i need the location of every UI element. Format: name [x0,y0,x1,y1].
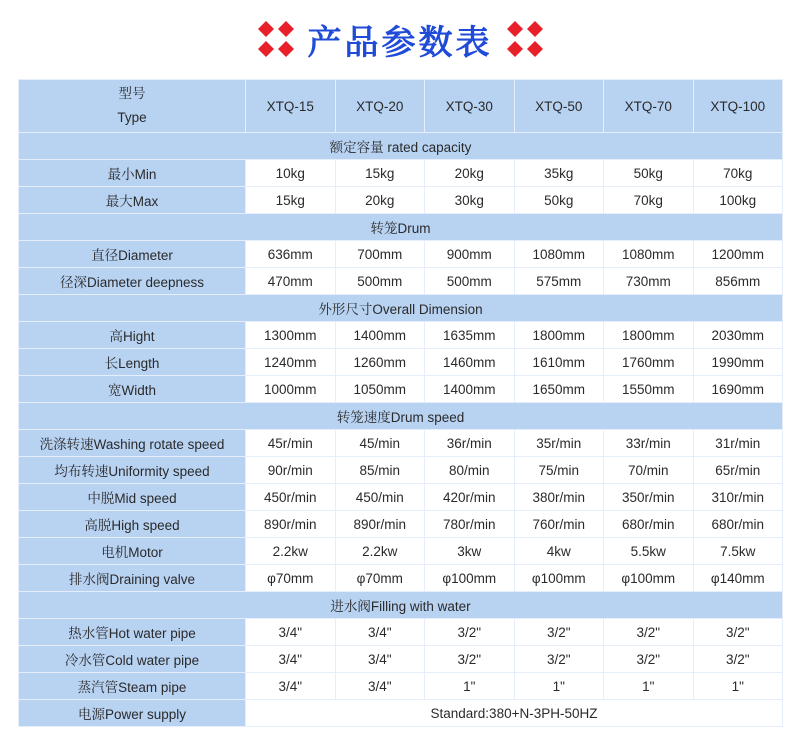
value-cell: 3/2" [514,619,604,646]
value-cell: 1760mm [604,349,694,376]
value-cell: 1" [425,673,515,700]
value-cell: 1800mm [604,322,694,349]
value-cell: 7.5kw [693,538,783,565]
value-cell: 680r/min [693,511,783,538]
row-label: 宽Width [19,376,246,403]
value-cell: 575mm [514,268,604,295]
value-cell: 450/min [335,484,425,511]
row-label: 热水管Hot water pipe [19,619,246,646]
value-cell: 1460mm [425,349,515,376]
value-cell: 90r/min [246,457,336,484]
value-cell: 20kg [425,160,515,187]
value-cell: 310r/min [693,484,783,511]
value-cell: 1550mm [604,376,694,403]
model-header: XTQ-50 [514,80,604,133]
section-title: 外形尺寸Overall Dimension [19,295,783,322]
value-cell: 1610mm [514,349,604,376]
value-cell: 31r/min [693,430,783,457]
table-header-row [19,80,783,133]
section-title: 转笼Drum [19,214,783,241]
value-cell: 50kg [514,187,604,214]
table-row [19,619,783,646]
row-label: 冷水管Cold water pipe [19,646,246,673]
value-cell: 70kg [604,187,694,214]
value-cell: 10kg [246,160,336,187]
value-cell: 856mm [693,268,783,295]
value-cell: 35r/min [514,430,604,457]
value-cell: φ70mm [246,565,336,592]
row-label: 最小Min [19,160,246,187]
table-row [19,160,783,187]
value-cell: 680r/min [604,511,694,538]
value-cell: 380r/min [514,484,604,511]
value-cell: 15kg [246,187,336,214]
value-cell: 45r/min [246,430,336,457]
value-cell: 700mm [335,241,425,268]
value-cell: 1400mm [425,376,515,403]
value-cell: 35kg [514,160,604,187]
value-cell: 1300mm [246,322,336,349]
section-title: 转笼速度Drum speed [19,403,783,430]
value-cell: 890r/min [335,511,425,538]
value-cell: 1000mm [246,376,336,403]
section-header-row [19,403,783,430]
value-cell: 1240mm [246,349,336,376]
table-row [19,349,783,376]
value-cell: 500mm [425,268,515,295]
value-cell: 3/2" [693,619,783,646]
value-cell: 3/4" [335,646,425,673]
type-label-cn: 型号 [118,86,146,101]
value-cell: 70kg [693,160,783,187]
value-cell: 3/2" [604,619,694,646]
value-cell: 3/2" [604,646,694,673]
value-cell: 1" [693,673,783,700]
value-cell: 1635mm [425,322,515,349]
value-cell: 1080mm [604,241,694,268]
table-row [19,673,783,700]
table-row [19,511,783,538]
section-header-row [19,214,783,241]
model-header: XTQ-70 [604,80,694,133]
row-label: 排水阀Draining valve [19,565,246,592]
value-cell: 1200mm [693,241,783,268]
value-cell: φ70mm [335,565,425,592]
table-row [19,187,783,214]
value-cell: 1260mm [335,349,425,376]
value-cell: φ140mm [693,565,783,592]
type-header-cell [19,80,246,133]
value-cell: 780r/min [425,511,515,538]
row-label: 均布转速Uniformity speed [19,457,246,484]
row-label: 径深Diameter deepness [19,268,246,295]
row-label: 高Hight [19,322,246,349]
value-cell: 1690mm [693,376,783,403]
type-label-en: Type [117,110,147,125]
table-row [19,241,783,268]
value-cell: 45/min [335,430,425,457]
table-row [19,376,783,403]
value-cell: 2.2kw [335,538,425,565]
value-cell: 75/min [514,457,604,484]
value-cell: 1080mm [514,241,604,268]
value-cell: 420r/min [425,484,515,511]
row-label: 高脱High speed [19,511,246,538]
value-cell: 1050mm [335,376,425,403]
table-row [19,430,783,457]
value-cell: 3/4" [335,673,425,700]
value-cell: 3kw [425,538,515,565]
value-cell: 760r/min [514,511,604,538]
value-cell: 15kg [335,160,425,187]
row-label: 中脱Mid speed [19,484,246,511]
row-label: 电机Motor [19,538,246,565]
value-cell: 5.5kw [604,538,694,565]
value-cell: 3/4" [335,619,425,646]
value-cell: 3/2" [425,646,515,673]
row-label: 洗涤转速Washing rotate speed [19,430,246,457]
value-cell: 350r/min [604,484,694,511]
table-row [19,646,783,673]
section-title: 进水阀Filling with water [19,592,783,619]
value-cell: 1650mm [514,376,604,403]
power-supply-value: Standard:380+N-3PH-50HZ [246,700,783,727]
power-supply-row [19,700,783,727]
table-row [19,484,783,511]
value-cell: 100kg [693,187,783,214]
row-label: 长Length [19,349,246,376]
spec-table [18,79,783,727]
value-cell: 3/4" [246,619,336,646]
value-cell: 70/min [604,457,694,484]
table-row [19,322,783,349]
value-cell: 1800mm [514,322,604,349]
value-cell: 3/2" [425,619,515,646]
value-cell: 500mm [335,268,425,295]
table-row [19,268,783,295]
value-cell: 33r/min [604,430,694,457]
model-header: XTQ-100 [693,80,783,133]
section-header-row [19,295,783,322]
value-cell: 636mm [246,241,336,268]
model-header: XTQ-20 [335,80,425,133]
value-cell: 3/4" [246,646,336,673]
diamond-cluster-icon-left [256,19,296,59]
section-title: 额定容量 rated capacity [19,133,783,160]
value-cell: 2.2kw [246,538,336,565]
value-cell: φ100mm [514,565,604,592]
value-cell: 65r/min [693,457,783,484]
value-cell: φ100mm [425,565,515,592]
row-label: 直径Diameter [19,241,246,268]
value-cell: 1990mm [693,349,783,376]
model-header: XTQ-15 [246,80,336,133]
value-cell: 3/2" [693,646,783,673]
value-cell: 85/min [335,457,425,484]
value-cell: 730mm [604,268,694,295]
value-cell: 470mm [246,268,336,295]
row-label: 最大Max [19,187,246,214]
value-cell: 30kg [425,187,515,214]
page-title: 产品参数表 [307,22,493,63]
value-cell: 4kw [514,538,604,565]
value-cell: 900mm [425,241,515,268]
value-cell: 36r/min [425,430,515,457]
value-cell: 1400mm [335,322,425,349]
value-cell: 3/4" [246,673,336,700]
value-cell: 80/min [425,457,515,484]
table-row [19,565,783,592]
value-cell: 450r/min [246,484,336,511]
diamond-cluster-icon-right [505,19,545,59]
value-cell: 1" [604,673,694,700]
table-row [19,538,783,565]
section-header-row [19,592,783,619]
row-label: 电源Power supply [19,700,246,727]
row-label: 蒸汽管Steam pipe [19,673,246,700]
value-cell: φ100mm [604,565,694,592]
section-header-row [19,133,783,160]
value-cell: 50kg [604,160,694,187]
title-bar [0,0,800,78]
value-cell: 1" [514,673,604,700]
value-cell: 890r/min [246,511,336,538]
value-cell: 3/2" [514,646,604,673]
value-cell: 20kg [335,187,425,214]
table-row [19,457,783,484]
value-cell: 2030mm [693,322,783,349]
model-header: XTQ-30 [425,80,515,133]
